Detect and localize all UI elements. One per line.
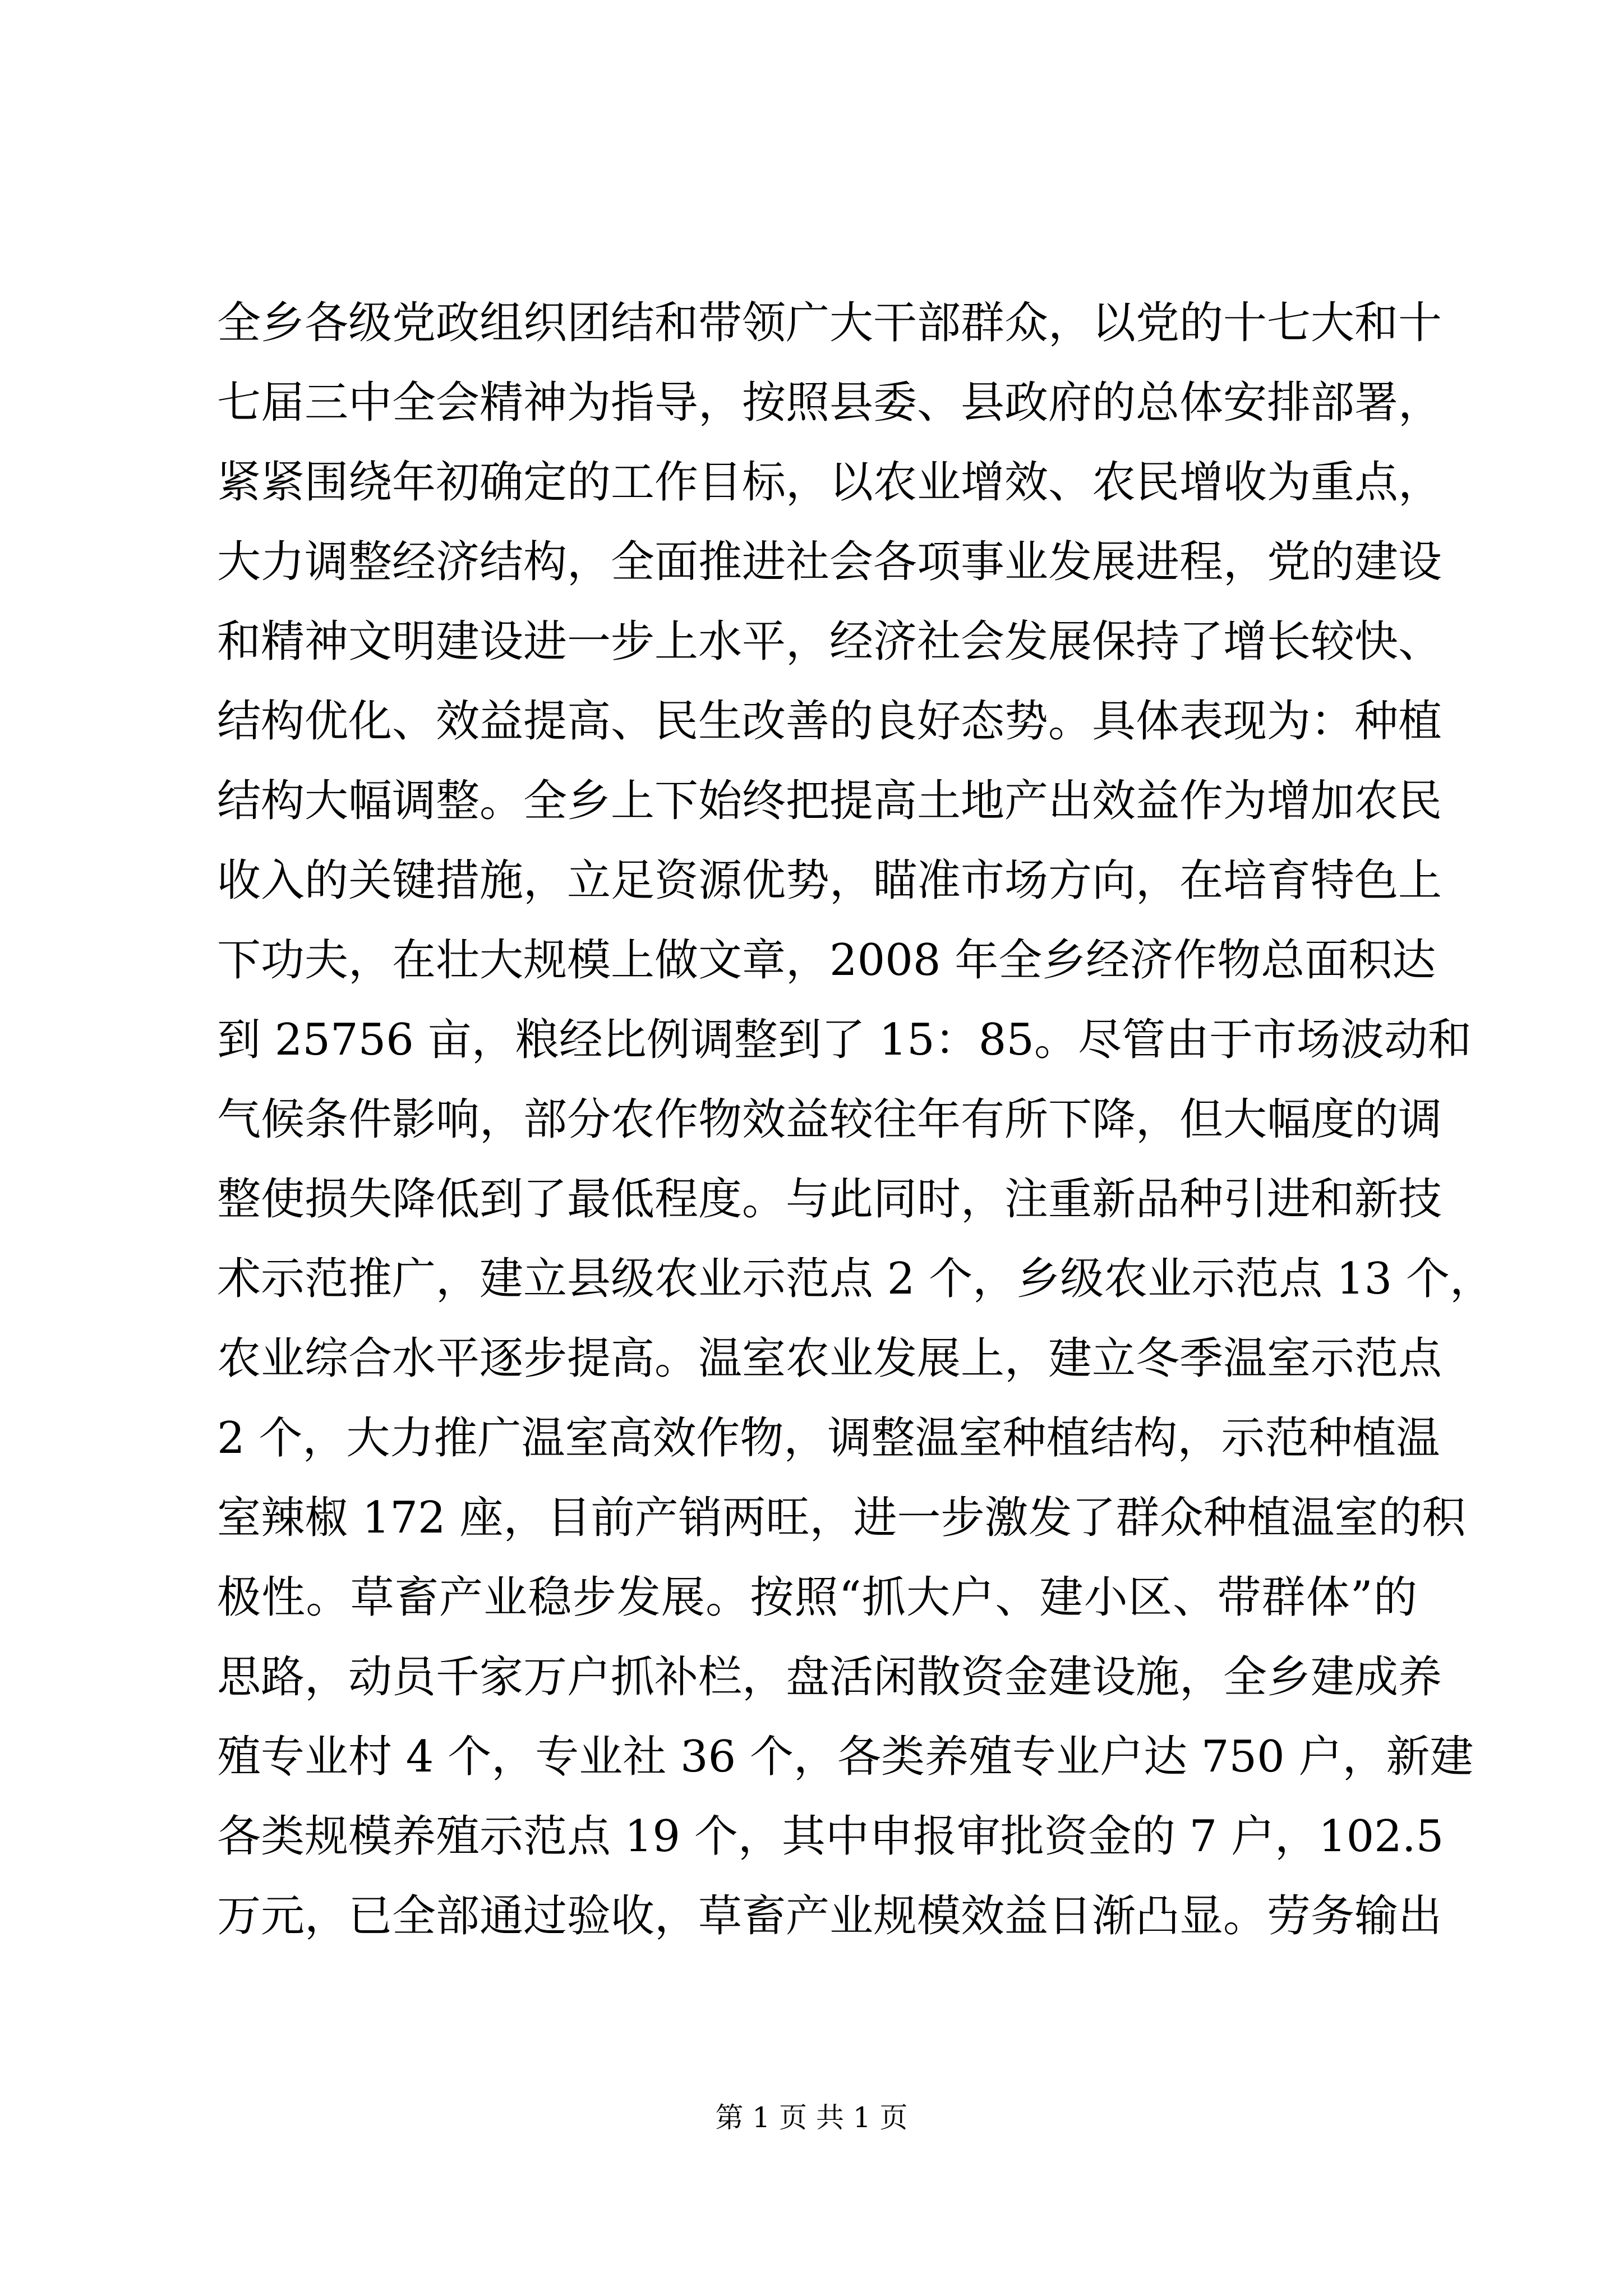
text-line: 七届三中全会精神为指导，按照县委、县政府的总体安排部署， [217, 378, 1442, 428]
text-line: 整使损失降低到了最低程度。与此同时，注重新品种引进和新技 [217, 1174, 1442, 1225]
text-line: 极性。草畜产业稳步发展。按照“抓大户、建小区、带群体”的 [217, 1572, 1417, 1623]
text-line: 结构优化、效益提高、民生改善的良好态势。具体表现为：种植 [217, 696, 1442, 747]
text-line: 术示范推广，建立县级农业示范点 2 个，乡级农业示范点 13 个， [217, 1254, 1494, 1304]
text-line: 殖专业村 4 个，专业社 36 个，各类养殖专业户达 750 户，新建 [217, 1732, 1474, 1782]
text-line: 气候条件影响，部分农作物效益较往年有所下降，但大幅度的调 [217, 1094, 1442, 1145]
text-line: 室辣椒 172 座，目前产销两旺，进一步激发了群众种植温室的积 [217, 1493, 1466, 1543]
text-line: 农业综合水平逐步提高。温室农业发展上，建立冬季温室示范点 [217, 1333, 1442, 1384]
text-line: 大力调整经济结构，全面推进社会各项事业发展进程，党的建设 [217, 537, 1442, 587]
text-line: 全乡各级党政组织团结和带领广大干部群众，以党的十七大和十 [217, 298, 1442, 348]
body-text [217, 283, 1494, 1956]
text-line: 紧紧围绕年初确定的工作目标，以农业增效、农民增收为重点， [217, 457, 1442, 508]
text-line: 下功夫，在壮大规模上做文章，2008 年全乡经济作物总面积达 [217, 935, 1436, 986]
text-line: 万元，已全部通过验收，草畜产业规模效益日渐凸显。劳务输出 [217, 1891, 1442, 1941]
text-line: 各类规模养殖示范点 19 个，其中申报审批资金的 7 户，102.5 [217, 1811, 1444, 1862]
text-line: 到 25756 亩，粮经比例调整到了 15：85。尽管由于市场波动和 [217, 1015, 1472, 1065]
page-number-label: 第 1 页 共 1 页 [715, 2101, 908, 2134]
text-line: 收入的关键措施，立足资源优势，瞄准市场方向，在培育特色上 [217, 855, 1442, 906]
text-line: 和精神文明建设进一步上水平，经济社会发展保持了增长较快、 [217, 616, 1442, 667]
page-footer [0, 2101, 1623, 2134]
text-line: 思路，动员千家万户抓补栏，盘活闲散资金建设施，全乡建成养 [217, 1652, 1442, 1703]
text-line: 2 个，大力推广温室高效作物，调整温室种植结构，示范种植温 [217, 1413, 1440, 1464]
text-line: 结构大幅调整。全乡上下始终把提高土地产出效益作为增加农民 [217, 776, 1442, 826]
